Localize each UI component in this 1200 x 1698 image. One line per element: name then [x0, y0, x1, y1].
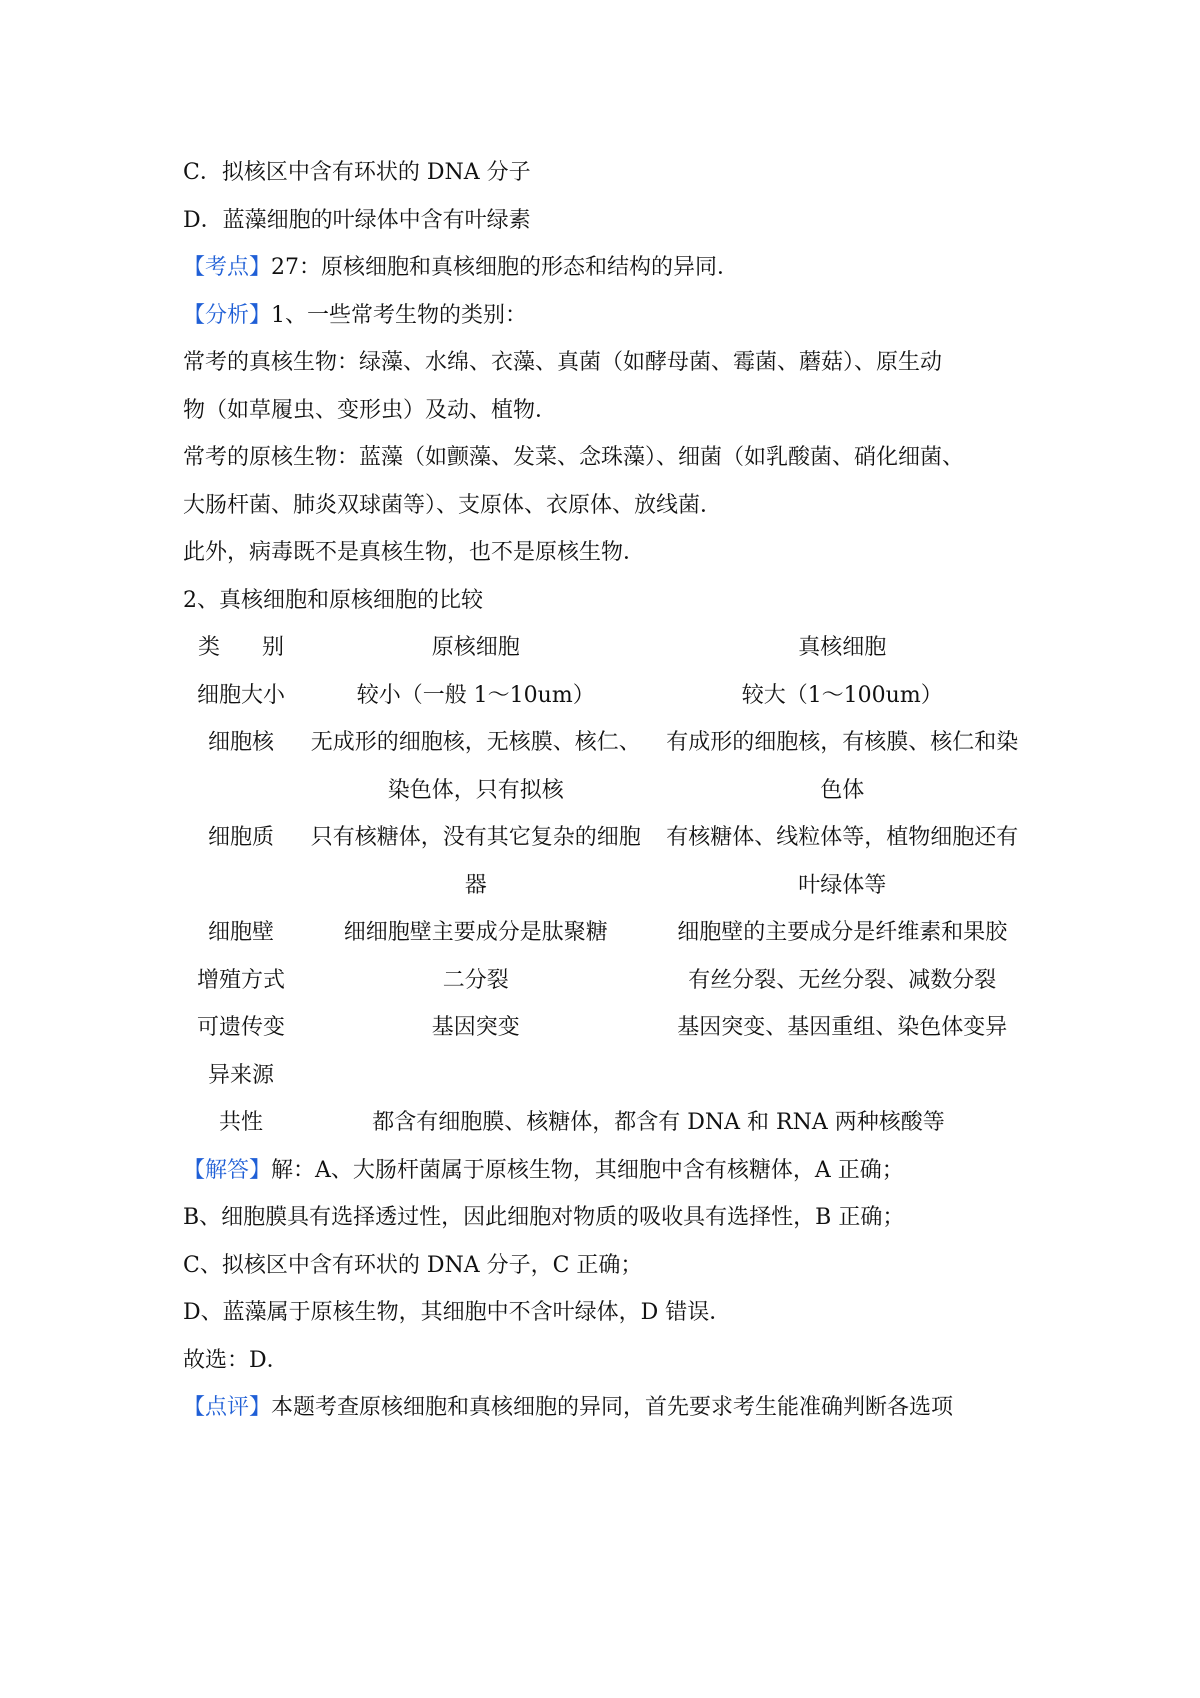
table-header-cell: 类 别	[198, 635, 284, 660]
table-cell: 细胞壁	[207, 920, 274, 945]
table-row	[183, 814, 1028, 909]
prokaryote-line-2: 大肠杆菌、肺炎双球菌等）、支原体、衣原体、放线菌．	[183, 492, 723, 518]
table-cell: 基因突变、基因重组、染色体变异	[677, 1015, 1008, 1040]
comparison-table	[183, 624, 1028, 1147]
table-cell: 细胞核	[207, 730, 274, 755]
dianping-tag: 【点评】	[183, 1395, 272, 1420]
table-cell: 可遗传变异来源	[196, 1015, 285, 1088]
table-cell: 细胞壁的主要成分是纤维素和果胶	[677, 920, 1008, 945]
virus-line: 此外，病毒既不是真核生物，也不是原核生物．	[183, 540, 646, 565]
dianping-text: 本题考查原核细胞和真核细胞的异同，首先要求考生能准确判断各选项	[271, 1395, 954, 1420]
jieda-tag: 【解答】	[183, 1157, 272, 1183]
table-cell: 只有核糖体，没有其它复杂的细胞器	[310, 825, 641, 898]
table-cell: 无成形的细胞核，无核膜、核仁、染色体，只有拟核	[310, 730, 641, 803]
table-cell: 细胞大小	[196, 682, 285, 708]
table-cell: 增殖方式	[196, 967, 285, 993]
table-cell: 共性	[218, 1110, 263, 1135]
table-row	[183, 957, 1028, 1005]
kaodian-paragraph	[183, 244, 1028, 292]
table-cell: 细细胞壁主要成分是肽聚糖	[343, 920, 608, 945]
table-header-row	[183, 624, 1028, 672]
fenxi-intro: 1、一些常考生物的类别：	[271, 302, 528, 328]
table-cell: 基因突变	[431, 1015, 520, 1040]
table-row	[183, 909, 1028, 957]
table-header-cell: 真核细胞	[798, 635, 887, 660]
table-row	[183, 719, 1028, 814]
table-cell: 较大（1～100um）	[741, 682, 943, 708]
fenxi-tag: 【分析】	[183, 302, 272, 328]
table-row	[183, 1004, 1028, 1099]
kaodian-tag: 【考点】	[183, 255, 272, 280]
table-cell: 有核糖体、线粒体等，植物细胞还有叶绿体等	[666, 825, 1019, 898]
table-cell: 有成形的细胞核，有核膜、核仁和染色体	[666, 730, 1019, 803]
jieda-a: 解：A、大肠杆菌属于原核生物，其细胞中含有核糖体，A 正确；	[271, 1157, 904, 1183]
table-cell: 有丝分裂、无丝分裂、减数分裂	[688, 967, 997, 993]
dianping-paragraph	[183, 1384, 1028, 1432]
option-c: C．拟核区中含有环状的 DNA 分子	[183, 160, 531, 185]
eukaryote-line-1: 常考的真核生物：绿藻、水绵、衣藻、真菌（如酵母菌、霉菌、蘑菇）、原生动	[183, 350, 943, 375]
jieda-b: B、细胞膜具有选择透过性，因此细胞对物质的吸收具有选择性，B 正确；	[183, 1205, 905, 1230]
jieda-paragraph	[183, 1147, 1028, 1195]
fenxi-paragraph	[183, 292, 1028, 340]
eukaryote-line-2: 物（如草履虫、变形虫）及动、植物．	[183, 397, 558, 423]
document-content	[183, 149, 1028, 1432]
kaodian-text: 27：原核细胞和真核细胞的形态和结构的异同．	[271, 255, 740, 280]
table-cell: 细胞质	[207, 825, 274, 850]
table-common-cell: 都含有细胞膜、核糖体，都含有 DNA 和 RNA 两种核酸等	[372, 1110, 945, 1135]
prokaryote-line-1: 常考的原核生物：蓝藻（如颤藻、发菜、念珠藻）、细菌（如乳酸菌、硝化细菌、	[183, 445, 965, 470]
option-d: D．蓝藻细胞的叶绿体中含有叶绿素	[183, 207, 531, 233]
jieda-c: C、拟核区中含有环状的 DNA 分子，C 正确；	[183, 1252, 643, 1278]
table-row	[183, 672, 1028, 720]
table-common-row	[183, 1099, 1028, 1147]
jieda-d: D、蓝藻属于原核生物，其细胞中不含叶绿体，D 错误．	[183, 1300, 732, 1325]
table-cell: 二分裂	[442, 967, 509, 993]
compare-title: 2、真核细胞和原核细胞的比较	[183, 587, 483, 613]
table-cell: 较小（一般 1～10um）	[356, 682, 595, 708]
table-header-cell: 原核细胞	[431, 635, 520, 660]
answer-line: 故选：D．	[183, 1347, 289, 1373]
